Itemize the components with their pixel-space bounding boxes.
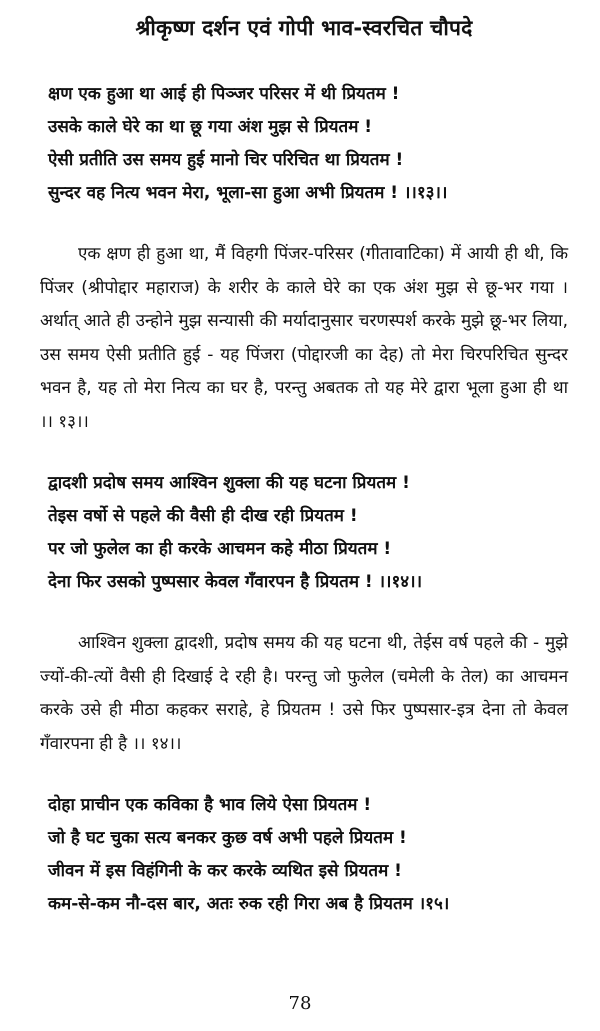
- verse-line: तेइस वर्षो से पहले की वैसी ही दीख रही प्रियतम !: [48, 506, 358, 526]
- verse-line: पर जो फुलेल का ही करके आचमन कहे मीठा प्रियतम !: [48, 539, 392, 559]
- verse-line: उसके काले घेरे का था छू गया अंश मुझ से प्रियतम !: [48, 117, 373, 137]
- verse-line: कम-से-कम नौ-दस बार, अतः रुक रही गिरा अब है प्रियतम ।१५।: [48, 894, 450, 914]
- verse-15: [48, 789, 568, 921]
- verse-line: जीवन में इस विहंगिनी के कर करके व्यथित इसे प्रियतम !: [48, 861, 402, 881]
- verse-14: [48, 467, 568, 599]
- verse-line: दोहा प्राचीन एक कविका है भाव लिये ऐसा प्रियतम !: [48, 795, 372, 815]
- verse-line: जो है घट चुका सत्य बनकर कुछ वर्ष अभी पहले प्रियतम !: [48, 828, 407, 848]
- verse-line: द्वादशी प्रदोष समय आश्विन शुक्ला की यह घटना प्रियतम !: [48, 473, 410, 493]
- commentary-14: आश्विन शुक्ला द्वादशी, प्रदोष समय की यह घटना थी, तेईस वर्ष पहले की - मुझे ज्यों-की-त्यों वैसी ही दिखाई दे रही है। परन्तु जो फुलेल (चमेली के तेल) का आचमन करके उसे ही मीठा कहकर सराहे, हे प्रियतम ! उसे फिर पुष्पसार-इत्र देना तो केवल गँवारपना ही है ।। १४।।: [40, 633, 568, 754]
- verse-line: क्षण एक हुआ था आई ही पिञ्जर परिसर में थी प्रियतम !: [48, 84, 400, 104]
- verse-line: सुन्दर वह नित्य भवन मेरा, भूला-सा हुआ अभी प्रियतम ! ।।१३।।: [48, 183, 448, 203]
- verse-line: देना फिर उसको पुष्पसार केवल गँवारपन है प्रियतम ! ।।१४।।: [48, 572, 423, 592]
- verse-13: [48, 78, 568, 210]
- commentary-13: एक क्षण ही हुआ था, मैं विहगी पिंजर-परिसर (गीतावाटिका) में आयी ही थी, कि पिंजर (श्रीपोद्दार महाराज) के शरीर के काले घेरे का एक अंश मुझ से छू-भर गया । अर्थात् आते ही उन्होने मुझ सन्यासी की मर्यादानुसार चरणस्पर्श करके मुझे छू-भर लिया, उस समय ऐसी प्रतीति हुई - यह पिंजरा (पोद्दारजी का देह) तो मेरा चिरपरिचित सुन्दर भवन है, यह तो मेरा नित्य का घर है, परन्तु अबतक तो यह मेरे द्वारा भूला हुआ ही था ।। १३।।: [40, 244, 568, 432]
- page-title: श्रीकृष्ण दर्शन एवं गोपी भाव-स्वरचित चौपदे: [135, 16, 473, 40]
- verse-line: ऐसी प्रतीति उस समय हुई मानो चिर परिचित था प्रियतम !: [48, 150, 404, 170]
- page-number: 78: [288, 993, 312, 1014]
